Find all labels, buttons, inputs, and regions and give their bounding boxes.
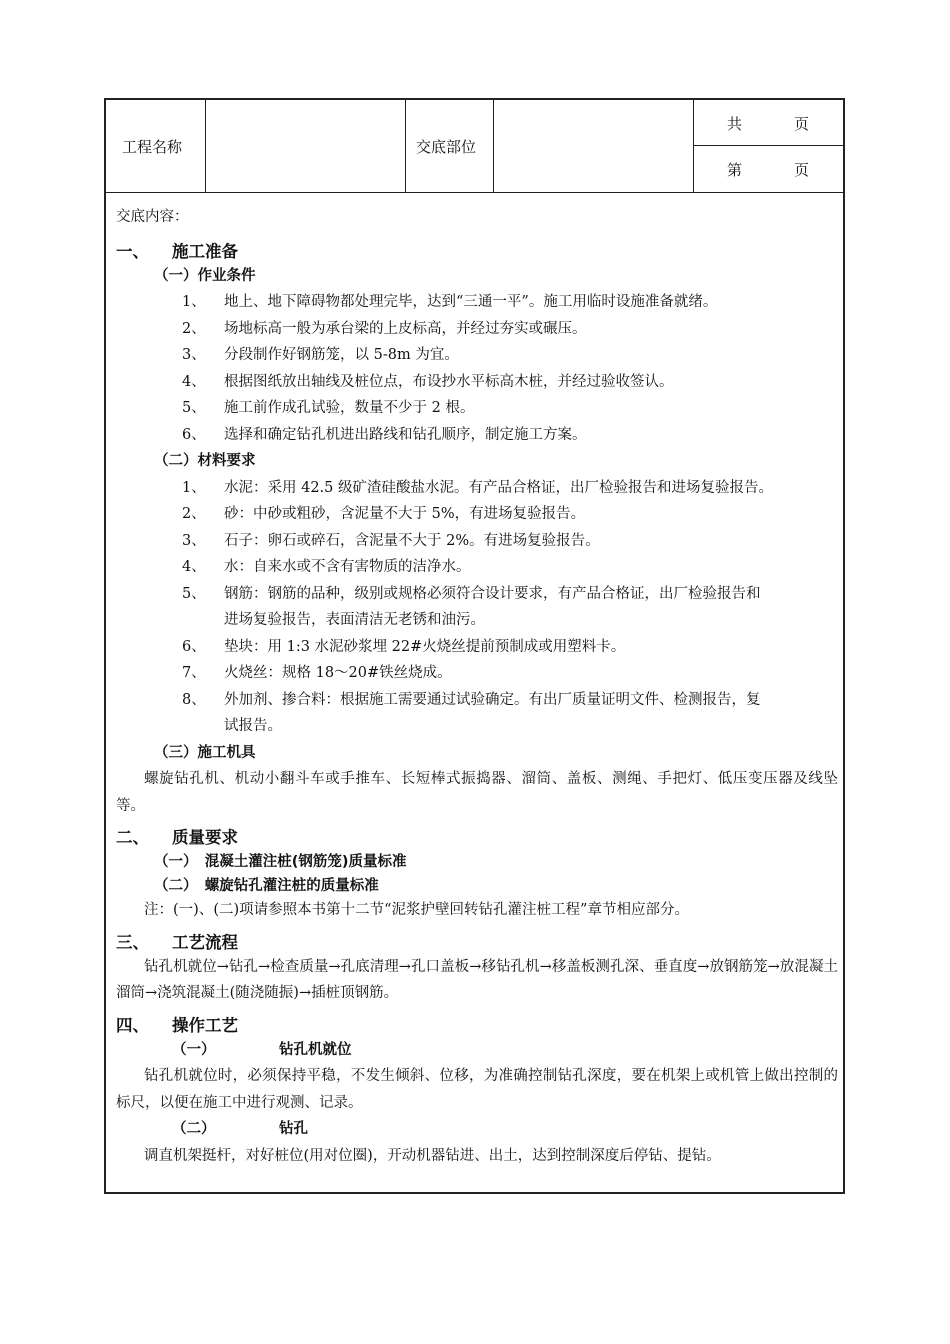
- item-number: 8、: [182, 691, 206, 708]
- subsection-title: 钻孔: [279, 1121, 308, 1137]
- item-text: 外加剂、掺合料：根据施工需要通过试验确定。有出厂质量证明文件、检测报告，复: [224, 691, 761, 708]
- list-item: [116, 634, 838, 661]
- item-number: 2、: [182, 320, 206, 337]
- paragraph: 钻孔机就位时，必须保持平稳，不发生倾斜、位移，为准确控制钻孔深度，要在机架上或机管上做出控制的标尺，以便在施工中进行观测、记录。: [116, 1068, 838, 1111]
- subsection-number: （一）: [172, 1041, 216, 1058]
- section-title: 施工准备: [172, 241, 238, 261]
- section-heading: [116, 823, 838, 849]
- section-heading: [116, 1011, 838, 1037]
- section-number: 三、: [116, 932, 149, 952]
- item-number: 6、: [182, 638, 206, 655]
- subsection-number: （二）: [172, 1121, 216, 1137]
- subsection-heading: [116, 1037, 838, 1064]
- divider: [693, 100, 694, 192]
- item-number: 3、: [182, 532, 206, 549]
- item-text: 选择和确定钻孔机进出路线和钻孔顺序，制定施工方案。: [224, 426, 587, 443]
- section-number: 四、: [116, 1015, 149, 1035]
- list-item: [116, 316, 838, 343]
- item-number: 3、: [182, 347, 206, 363]
- item-text: 水：自来水或不含有害物质的洁净水。: [224, 559, 471, 575]
- item-text: 施工前作成孔试验，数量不少于 2 根。: [224, 400, 475, 416]
- subsection-heading: （二）材料要求: [154, 453, 256, 469]
- item-text: 地上、地下障碍物都处理完毕，达到“三通一平”。施工用临时设施准备就绪。: [224, 294, 718, 310]
- disclosure-sheet: [104, 98, 845, 1194]
- item-number: 5、: [182, 585, 206, 602]
- subsection-title: 钻孔机就位: [279, 1041, 352, 1058]
- list-item-continuation: 试报告。: [224, 718, 282, 734]
- item-number: 1、: [182, 294, 206, 310]
- list-item: [116, 687, 838, 714]
- item-text: 水泥：采用 42.5 级矿渣硅酸盐水泥。有产品合格证，出厂检验报告和进场复验报告。: [224, 479, 774, 496]
- divider: [693, 145, 843, 146]
- section-number: 一、: [116, 241, 149, 261]
- section-heading: [116, 237, 838, 263]
- list-item: [116, 289, 838, 316]
- item-text: 火烧丝：规格 18～20#铁丝烧成。: [224, 665, 452, 681]
- item-text: 石子：卵石或碎石，含泥量不大于 2%。有进场复验报告。: [224, 532, 600, 549]
- item-number: 1、: [182, 479, 206, 496]
- list-item: [116, 554, 838, 581]
- page-number-unit: 页: [794, 161, 810, 179]
- list-item: [116, 475, 838, 502]
- divider: [205, 100, 206, 192]
- list-item: [116, 660, 838, 687]
- item-text: 钢筋：钢筋的品种，级别或规格必须符合设计要求，有产品合格证，出厂检验报告和: [224, 585, 761, 602]
- divider: [405, 100, 406, 192]
- list-item: [116, 395, 838, 422]
- section-number: 二、: [116, 828, 149, 847]
- subsection-heading: （一） 混凝土灌注桩(钢筋笼)质量标准: [154, 854, 407, 870]
- item-text: 垫块：用 1:3 水泥砂浆埋 22#火烧丝提前预制成或用塑料卡。: [224, 638, 626, 655]
- subsection-heading: （二） 螺旋钻孔灌注桩的质量标准: [154, 878, 379, 894]
- item-number: 4、: [182, 559, 206, 575]
- section-title: 质量要求: [172, 828, 238, 847]
- intro-label: 交底内容：: [116, 209, 189, 225]
- section-title: 操作工艺: [172, 1015, 238, 1035]
- header-table: [106, 100, 843, 193]
- page-number-label: 第: [727, 161, 743, 179]
- subsection-heading: [116, 1116, 838, 1143]
- list-item-continuation: 进场复验报告，表面清洁无老锈和油污。: [224, 612, 485, 628]
- paragraph: 调直机架挺杆，对好桩位(用对位圈)，开动机器钻进、出土，达到控制深度后停钻、提钻。: [144, 1147, 721, 1164]
- item-text: 分段制作好钢筋笼，以 5-8m 为宜。: [224, 347, 459, 363]
- paragraph: 螺旋钻孔机、机动小翻斗车或手推车、长短棒式振捣器、溜筒、盖板、测绳、手把灯、低压变压器及线坠等。: [116, 771, 838, 814]
- total-pages-label: 共: [727, 115, 743, 133]
- list-item: [116, 581, 838, 608]
- project-name-label: 工程名称: [122, 138, 183, 156]
- divider: [493, 100, 494, 192]
- section-title: 工艺流程: [172, 932, 238, 952]
- disclosure-content: [116, 204, 838, 1169]
- item-text: 场地标高一般为承台梁的上皮标高，并经过夯实或碾压。: [224, 320, 587, 337]
- subsection-heading: （三）施工机具: [154, 744, 256, 761]
- item-text: 根据图纸放出轴线及桩位点，布设抄水平标高木桩，并经过验收签认。: [224, 373, 674, 390]
- list-item: [116, 342, 838, 369]
- total-pages-unit: 页: [794, 115, 810, 133]
- item-number: 2、: [182, 506, 206, 522]
- item-text: 砂：中砂或粗砂，含泥量不大于 5%，有进场复验报告。: [224, 506, 586, 522]
- item-number: 4、: [182, 373, 206, 390]
- location-label: 交底部位: [416, 138, 477, 156]
- item-number: 5、: [182, 400, 206, 416]
- list-item: [116, 528, 838, 555]
- note: 注：(一)、(二)项请参照本书第十二节“泥浆护壁回转钻孔灌注桩工程”章节相应部分。: [144, 902, 689, 918]
- section-heading: [116, 928, 838, 954]
- list-item: [116, 369, 838, 396]
- paragraph: 钻孔机就位→钻孔→检查质量→孔底清理→孔口盖板→移钻孔机→移盖板测孔深、垂直度→放钢筋笼→放混凝土溜筒→浇筑混凝土(随浇随振)→插桩顶钢筋。: [116, 958, 838, 1001]
- item-number: 7、: [182, 665, 206, 681]
- list-item: [116, 501, 838, 528]
- list-item: [116, 422, 838, 449]
- subsection-heading: （一）作业条件: [154, 267, 256, 284]
- item-number: 6、: [182, 426, 206, 443]
